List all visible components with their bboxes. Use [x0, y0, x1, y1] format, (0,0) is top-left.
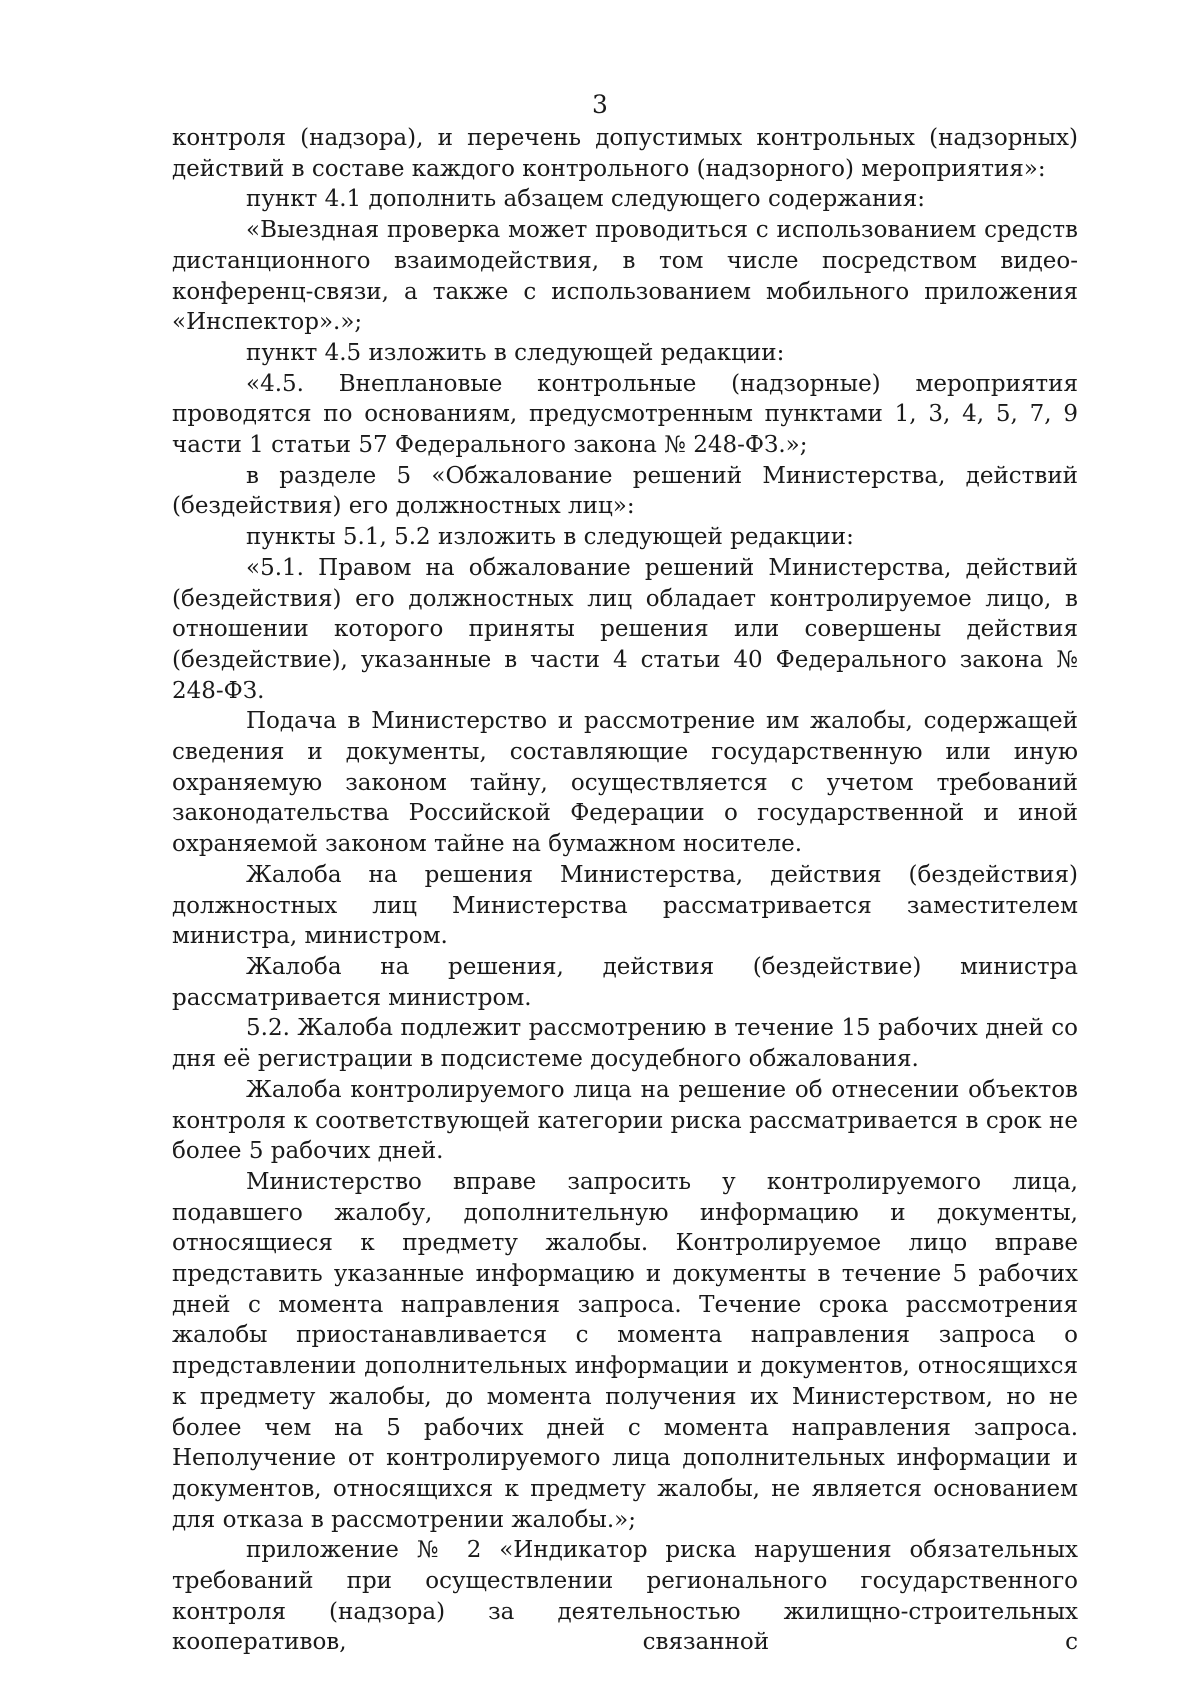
paragraph-11: Жалоба на решения, действия (бездействие) министра рассматривается министром.: [172, 953, 1078, 1011]
paragraph-14: Министерство вправе запросить у контролируемого лица, подавшего жалобу, дополнительную информацию и документы, относящиеся к предмету жалобы. Контролируемое лицо вправе представить указанные информацию и документы в течение 5 рабочих дней с момента направления запроса. Течение срока рассмотрения жалобы приостанавливается с момента направления запроса о представлении дополнительных информации и документов, относящихся к предмету жалобы, до момента получения их Министерством, но не более чем на 5 рабочих дней с момента направления запроса. Неполучение от контролируемого лица дополнительных информации и документов, относящихся к предмету жалобы, не является основанием для отказа в рассмотрении жалобы.»;: [172, 1168, 1078, 1533]
paragraph-10: Жалоба на решения Министерства, действия (бездействия) должностных лиц Министерства рассматривается заместителем министра, министром.: [172, 861, 1078, 950]
paragraph-3: «Выездная проверка может проводиться с использованием средств дистанционного взаимодействия, в том числе посредством видео-конференц-связи, а также с использованием мобильного приложения «Инспектор».»;: [172, 217, 1078, 336]
paragraph-15: приложение № 2 «Индикатор риска нарушения обязательных требований при осуществлении регионального государственного контроля (надзора) за деятельностью жилищно-строительных кооперативов, связанной с: [172, 1537, 1078, 1656]
paragraph-13: Жалоба контролируемого лица на решение об отнесении объектов контроля к соответствующей категории риска рассматривается в срок не более 5 рабочих дней.: [172, 1076, 1078, 1165]
page-number: 3: [592, 90, 608, 119]
paragraph-4: пункт 4.5 изложить в следующей редакции:: [246, 339, 785, 366]
paragraph-12: 5.2. Жалоба подлежит рассмотрению в течение 15 рабочих дней со дня её регистрации в подсистеме досудебного обжалования.: [172, 1015, 1078, 1073]
paragraph-2: пункт 4.1 дополнить абзацем следующего содержания:: [246, 186, 925, 213]
paragraph-7: пункты 5.1, 5.2 изложить в следующей редакции:: [246, 524, 854, 551]
paragraph-5: «4.5. Внеплановые контрольные (надзорные) мероприятия проводятся по основаниям, предусмотренным пунктами 1, 3, 4, 5, 7, 9 части 1 статьи 57 Федерального закона № 248-ФЗ.»;: [172, 370, 1078, 459]
paragraph-6: в разделе 5 «Обжалование решений Министерства, действий (бездействия) его должностных лиц»:: [172, 462, 1078, 520]
paragraph-1: контроля (надзора), и перечень допустимых контрольных (надзорных) действий в составе каждого контрольного (надзорного) мероприятия»:: [172, 125, 1078, 182]
document-body: [172, 123, 1078, 1658]
paragraph-8: «5.1. Правом на обжалование решений Министерства, действий (бездействия) его должностных лиц обладает контролируемое лицо, в отношении которого приняты решения или совершены действия (бездействие), указанные в части 4 статьи 40 Федерального закона № 248-ФЗ.: [172, 554, 1078, 704]
paragraph-9: Подача в Министерство и рассмотрение им жалобы, содержащей сведения и документы, составляющие государственную или иную охраняемую законом тайну, осуществляется с учетом требований законодательства Российской Федерации о государственной и иной охраняемой законом тайне на бумажном носителе.: [172, 708, 1078, 858]
